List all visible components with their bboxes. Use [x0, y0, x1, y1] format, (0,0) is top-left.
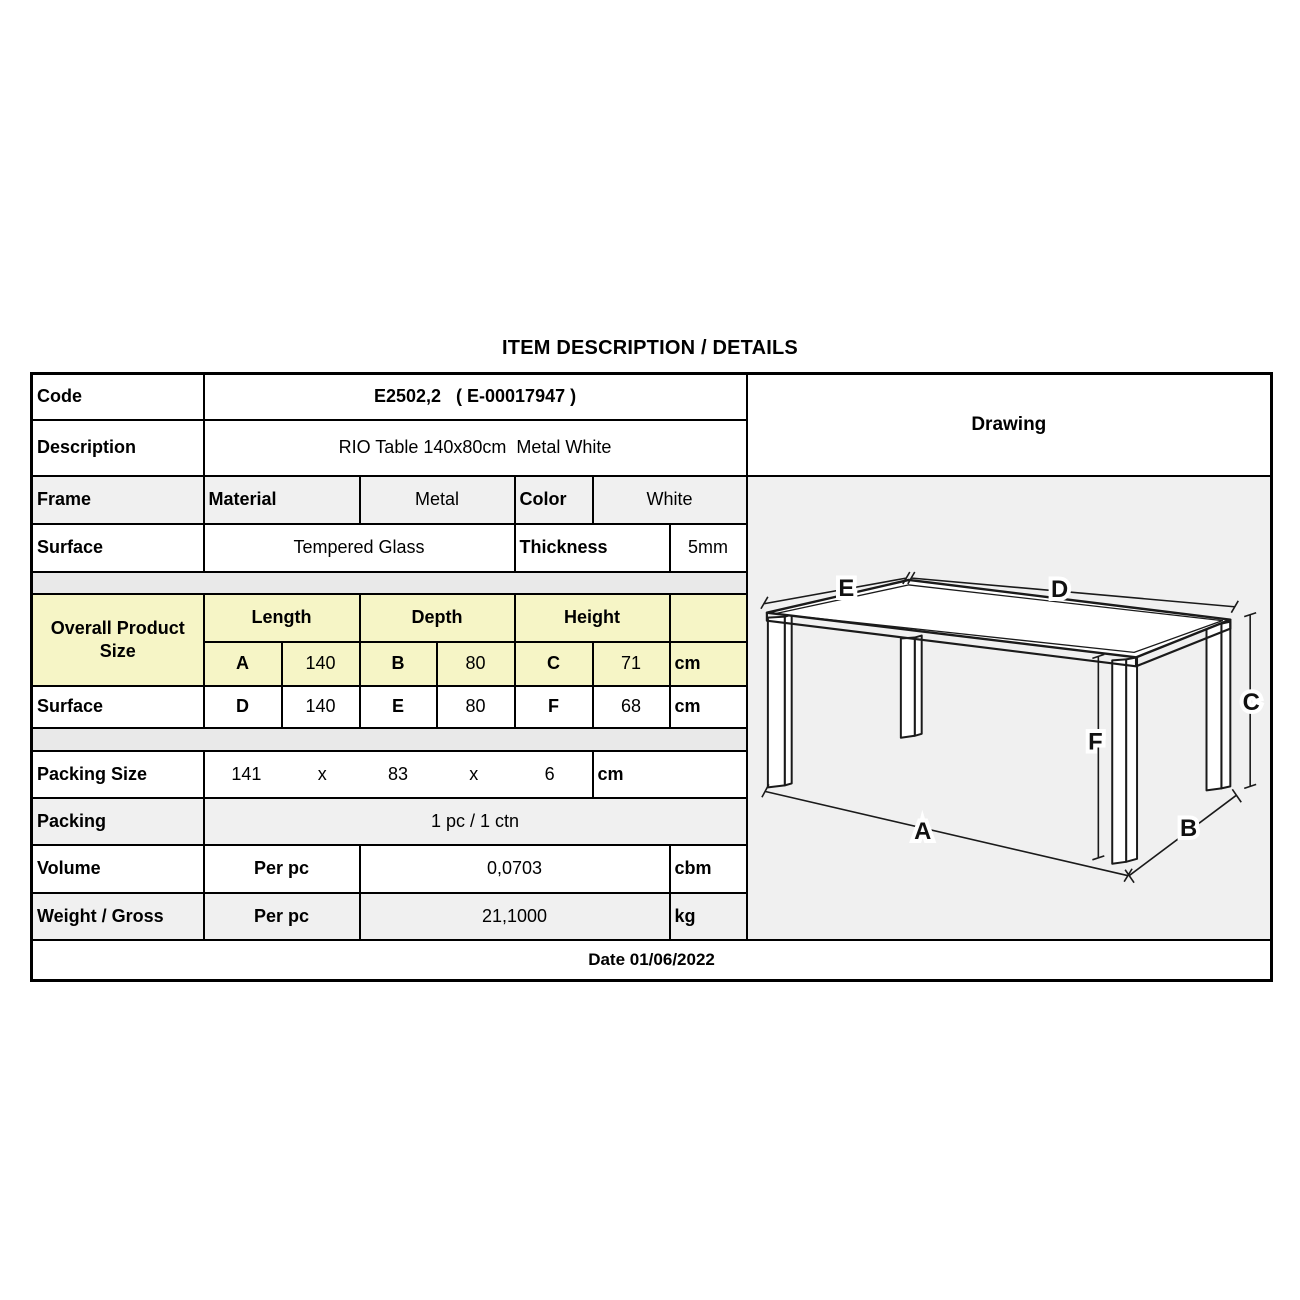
volume-per: Per pc [204, 845, 360, 893]
tabletop-face [766, 579, 1229, 656]
size-header-empty-cell [670, 594, 747, 642]
leg-back-middle [900, 637, 914, 737]
packing-size-v3: 6 [544, 763, 555, 784]
dim-a-value: 140 [282, 642, 360, 686]
dim-b-value: 80 [437, 642, 515, 686]
dim-e-key: E [360, 686, 437, 728]
weight-unit: kg [670, 893, 747, 940]
material-label: Material [204, 476, 360, 524]
dim-label-a: A [913, 817, 931, 845]
code-row [32, 374, 1272, 420]
leg-back-right [1206, 623, 1221, 790]
page-title: ITEM DESCRIPTION / DETAILS [502, 337, 798, 359]
dim-label-b: B [1179, 814, 1197, 842]
leg-front-left-side [784, 614, 791, 785]
overall-size-label: Overall Product Size [32, 594, 204, 686]
volume-label: Volume [32, 845, 204, 893]
date-row [32, 940, 1272, 981]
color-label: Color [515, 476, 593, 524]
dim-c-value: 71 [593, 642, 670, 686]
thickness-label: Thickness [515, 524, 670, 572]
dim-c-key: C [515, 642, 593, 686]
leg-front-right-side [1126, 657, 1137, 861]
surface-value: Tempered Glass [204, 524, 515, 572]
material-value: Metal [360, 476, 515, 524]
weight-per: Per pc [204, 893, 360, 940]
dim-f-value: 68 [593, 686, 670, 728]
packing-size-values [204, 751, 593, 798]
dim-f-key: F [515, 686, 593, 728]
leg-front-left [767, 616, 784, 787]
thickness-value: 5mm [670, 524, 747, 572]
depth-header: Depth [360, 594, 515, 642]
packing-label: Packing [32, 798, 204, 845]
packing-size-x2: x [469, 763, 479, 784]
packing-size-v1: 141 [231, 763, 262, 784]
drawing-header: Drawing [747, 374, 1272, 476]
volume-unit: cbm [670, 845, 747, 893]
leg-front-right [1112, 659, 1126, 863]
packing-size-x1: x [317, 763, 327, 784]
length-header: Length [204, 594, 360, 642]
frame-label: Frame [32, 476, 204, 524]
surface-def-unit: cm [670, 686, 747, 728]
packing-value: 1 pc / 1 ctn [204, 798, 747, 845]
dim-d-value: 140 [282, 686, 360, 728]
weight-value: 21,1000 [360, 893, 670, 940]
weight-label: Weight / Gross [32, 893, 204, 940]
surface-label: Surface [32, 524, 204, 572]
overall-unit: cm [670, 642, 747, 686]
dim-label-e: E [837, 574, 854, 602]
dim-b-key: B [360, 642, 437, 686]
code-value: E2502,2 ( E-00017947 ) [204, 374, 747, 420]
description-value: RIO Table 140x80cm Metal White [204, 420, 747, 476]
surface-def-label: Surface [32, 686, 204, 728]
code-label: Code [32, 374, 204, 420]
item-description-table [30, 372, 1273, 982]
table-isometric-sketch [752, 477, 1272, 934]
dim-d-key: D [204, 686, 282, 728]
volume-value: 0,0703 [360, 845, 670, 893]
dim-e-value: 80 [437, 686, 515, 728]
dim-label-d: D [1050, 575, 1068, 603]
packing-size-label: Packing Size [32, 751, 204, 798]
dim-a-key: A [204, 642, 282, 686]
packing-size-unit: cm [593, 751, 747, 798]
leg-back-middle-side [914, 635, 921, 735]
dim-label-f: F [1087, 728, 1103, 756]
color-value: White [593, 476, 747, 524]
frame-row [32, 476, 1272, 524]
height-header: Height [515, 594, 670, 642]
table-drawing [747, 476, 1272, 940]
packing-size-v2: 83 [387, 763, 408, 784]
date-value: Date 01/06/2022 [32, 940, 1272, 981]
dim-label-c: C [1242, 688, 1260, 716]
leg-back-right-side [1221, 621, 1230, 788]
description-label: Description [32, 420, 204, 476]
